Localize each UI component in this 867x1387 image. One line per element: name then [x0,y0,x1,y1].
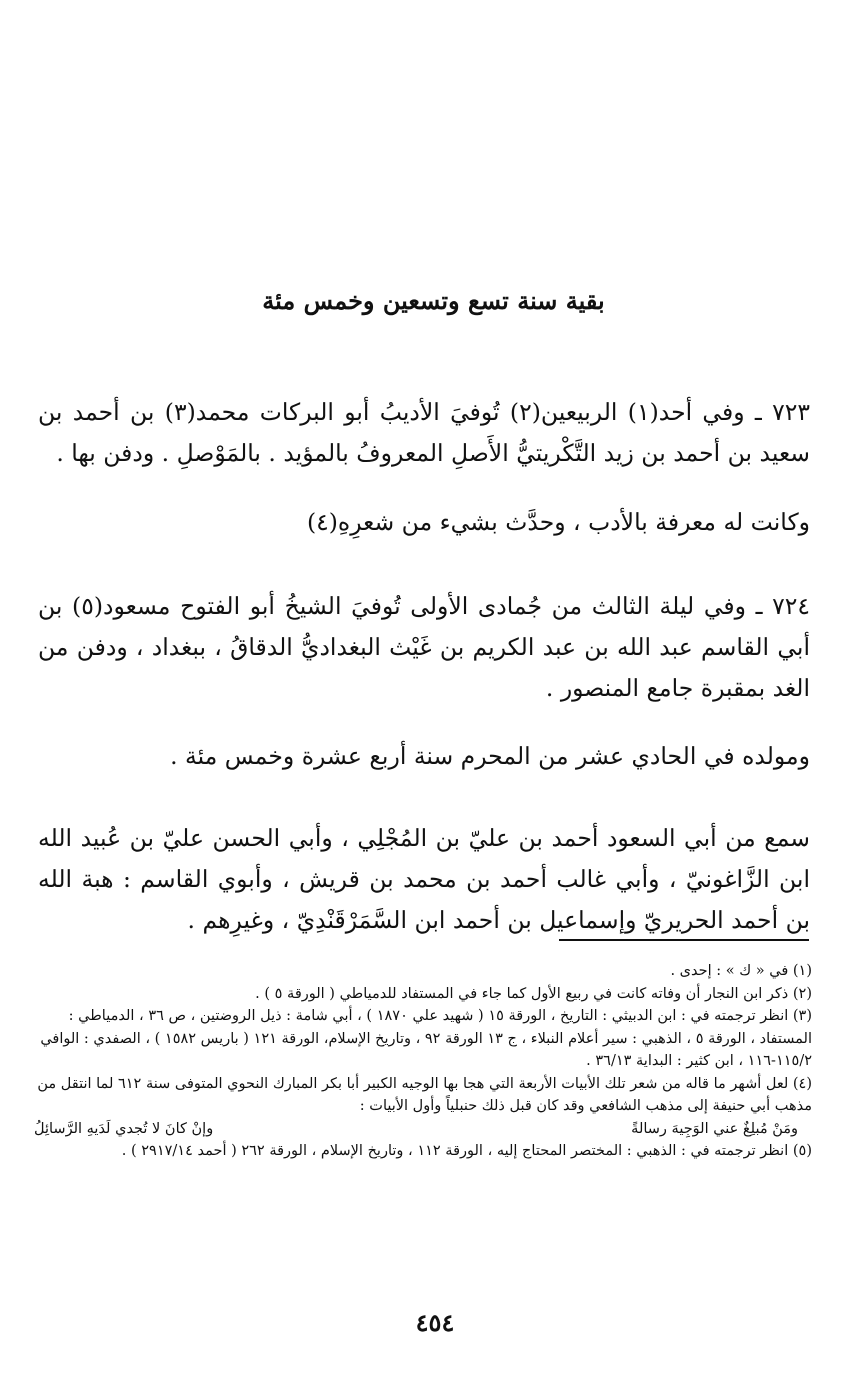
teachers-paragraph: سمع من أبي السعود أحمد بن عليّ بن المُجْلِي ، وأبي الحسن عليّ بن عُبيد الله ابن الزَّاغونيّ ، وأبي غالب أحمد بن محمد بن قريش ، وأبوي القاسم : هبة الله بن أحمد الحريريّ وإسماعيل بن أحمد ابن السَّمَرْقَنْدِيّ ، وغيرِهم . [38,823,810,934]
footnote-5: (٥) انظر ترجمته في : الذهبي : المختصر المحتاج إليه ، الورقة ١١٢ ، وتاريخ الإسلام ، الورقة ٢٦٢ ( أحمد ٢٩١٧/١٤ ) . [121,1143,812,1159]
footnote-3: (٣) انظر ترجمته في : ابن الدبيثي : التاريخ ، الورقة ١٥ ( شهيد علي ١٨٧٠ ) ، أبي شامة : ذيل الروضتين ، ص ٣٦ ، الدمياطي : المستفاد ، الورقة ٥ ، الذهبي : سير أعلام النبلاء ، ج ١٣ الورقة ٩٢ ، وتاريخ الإسلام، الورقة ١٢١ ( باريس ١٥٨٢ ) ، الصفدي : الوافي ١١٥/٢-١١٦ ، ابن كثير : البداية ٣٦/١٣ . [40,1008,812,1069]
entry-724-paragraph: ٧٢٤ ـ وفي ليلة الثالث من جُمادى الأولى تُوفيَ الشيخُ أبو الفتوح مسعود(٥) بن أبي القاسم عبد الله بن عبد الكريم بن غَيْث البغداديُّ الدقاقُ ، ببغداد ، ودفن من الغد بمقبرة جامع المنصور . [38,591,810,702]
footnote-4-verse [34,1118,812,1141]
footnote-divider [559,939,809,941]
footnote-1: (١) في « ك » : إحدى . [670,963,812,979]
entry-723-paragraph: ٧٢٣ ـ وفي أحد(١) الربيعين(٢) تُوفيَ الأديبُ أبو البركات محمد(٣) بن أحمد بن سعيد بن أحمد بن زيد التَّكْريتيُّ الأَصلِ المعروفُ بالمؤيد . بالمَوْصلِ . ودفن بها . [38,397,810,467]
section-heading: بقية سنة تسع وتسعين وخمس مئة [262,286,605,315]
footnote-4: (٤) لعل أشهر ما قاله من شعر تلك الأبيات الأربعة التي هجا بها الوجيه الكبير أبا بكر المبارك النحوي المتوفى سنة ٦١٢ لما انتقل من مذهب أبي حنيفة إلى مذهب الشافعي وقد كان قبل ذلك حنبلياً وأول الأبيات : [37,1075,812,1114]
birth-paragraph: ومولده في الحادي عشر من المحرم سنة أربع عشرة وخمس مئة . [170,741,810,770]
verse-second-hemistich: وإنْ كانَ لا تُجدي لَدَيهِ الرَّسائِلُ [34,1120,214,1137]
verse-first-hemistich: ومَنْ مُبلِغٌ عني الوَجِيهَ رسالةً [631,1120,798,1137]
footnotes [34,960,812,1163]
entry-723-note-paragraph: وكانت له معرفة بالأدب ، وحدَّث بشيء من شعرِهِ(٤) [306,507,810,536]
footnote-2: (٢) ذكر ابن النجار أن وفاته كانت في ربيع الأول كما جاء في المستفاد للدمياطي ( الورقة ٥ ) . [255,985,812,1002]
page-number: ٤٥٤ [415,1308,455,1337]
